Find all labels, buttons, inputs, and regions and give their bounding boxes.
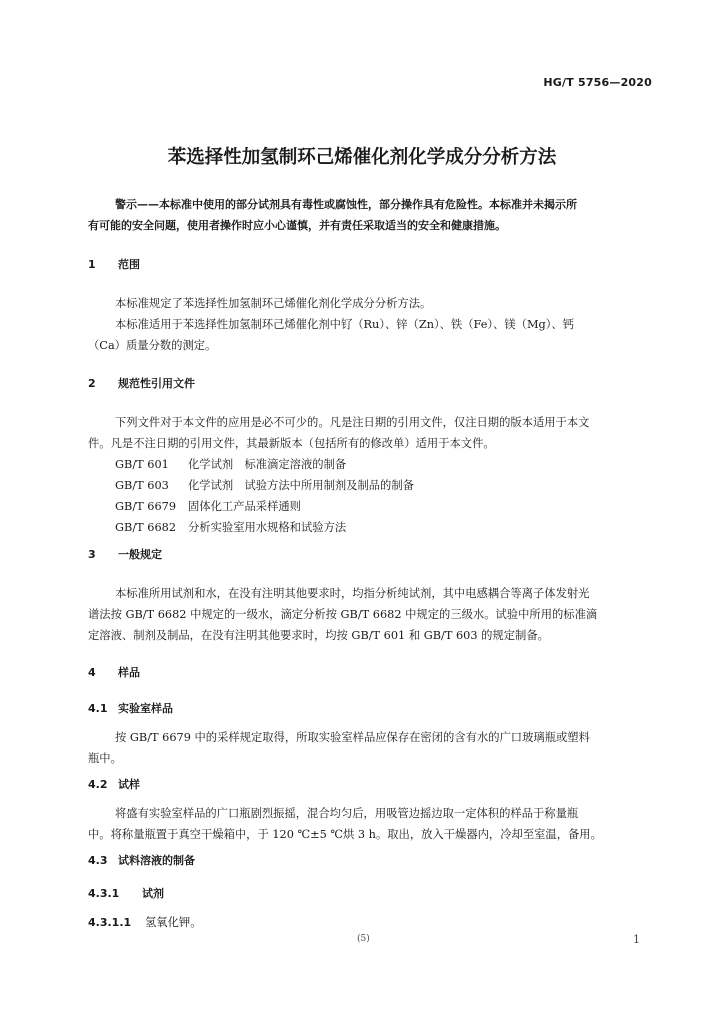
general-line-2: 谱法按 GB/T 6682 中规定的一级水，滴定分析按 GB/T 6682 中规定的三级水。试验中所用的标准滴 — [88, 608, 598, 621]
reference-item — [115, 475, 414, 496]
section-4-1-heading — [88, 700, 173, 716]
section-1-heading — [88, 256, 140, 272]
general-line-1: 本标准所用试剂和水，在没有注明其他要求时，均指分析纯试剂，其中电感耦合等离子体发射光 — [115, 587, 590, 600]
page-number: 1 — [633, 933, 640, 946]
reference-item — [115, 517, 346, 538]
section-4-2-heading — [88, 776, 140, 792]
lab-sample-line-1: 按 GB/T 6679 中的采样规定取得，所取实验室样品应保存在密闭的含有水的广口玻璃瓶或塑料 — [115, 731, 590, 744]
standard-code: HG/T 5756—2020 — [543, 76, 652, 89]
section-number: 4.3 — [88, 854, 108, 867]
reference-title: 化学试剂 标准滴定溶液的制备 — [188, 458, 347, 471]
print-mark: (5) — [357, 934, 370, 944]
normative-line-2: 件。凡是不注日期的引用文件，其最新版本（包括所有的修改单）适用于本文件。 — [88, 437, 495, 450]
warning-line-2: 有可能的安全问题，使用者操作时应小心谨慎，并有责任采取适当的安全和健康措施。 — [88, 219, 506, 232]
lab-sample-line-2: 瓶中。 — [88, 752, 122, 765]
section-number: 2 — [88, 377, 96, 390]
reference-item — [115, 454, 346, 475]
section-number: 4.3.1 — [88, 887, 120, 900]
test-sample-line-2: 中。将称量瓶置于真空干燥箱中，于 120 ℃±5 ℃烘 3 h。取出，放入干燥器内，冷却至室温，备用。 — [88, 828, 602, 841]
section-title: 试料溶液的制备 — [118, 854, 195, 867]
warning-line-1: 警示——本标准中使用的部分试剂具有毒性或腐蚀性，部分操作具有危险性。本标准并未揭示所 — [115, 198, 577, 211]
section-4-3-1-heading — [88, 885, 164, 901]
reference-title: 固体化工产品采样通则 — [188, 500, 301, 513]
section-title: 样品 — [118, 666, 140, 679]
document-title: 苯选择性加氢制环己烯催化剂化学成分分析方法 — [167, 147, 557, 168]
test-sample-line-1: 将盛有实验室样品的广口瓶剧烈振摇，混合均匀后，用吸管边摇边取一定体积的样品于称量瓶 — [115, 807, 579, 820]
section-number: 4.1 — [88, 702, 108, 715]
scope-line-1: 本标准规定了苯选择性加氢制环己烯催化剂化学成分分析方法。 — [115, 297, 432, 310]
normative-line-1: 下列文件对于本文件的应用是必不可少的。凡是注日期的引用文件，仅注日期的版本适用于本文 — [115, 416, 590, 429]
section-4-heading — [88, 664, 140, 680]
section-title: 范围 — [118, 258, 140, 271]
reference-code: GB/T 6682 — [115, 521, 177, 534]
section-number: 1 — [88, 258, 96, 271]
reference-title: 化学试剂 试验方法中所用制剂及制品的制备 — [188, 479, 414, 492]
reference-code: GB/T 6679 — [115, 500, 177, 513]
section-title: 实验室样品 — [118, 702, 173, 715]
reference-code: GB/T 603 — [115, 479, 169, 492]
section-title: 试剂 — [142, 887, 164, 900]
section-title: 试样 — [118, 778, 140, 791]
section-number: 3 — [88, 548, 96, 561]
reference-item — [115, 496, 301, 517]
scope-line-2: 本标准适用于苯选择性加氢制环己烯催化剂中钌（Ru）、锌（Zn）、铁（Fe）、镁（Mg）、钙 — [115, 318, 574, 331]
section-title: 一般规定 — [118, 548, 162, 561]
clause-text: 氢氧化钾。 — [145, 916, 202, 929]
clause-number: 4.3.1.1 — [88, 916, 132, 929]
general-line-3: 定溶液、制剂及制品，在没有注明其他要求时，均按 GB/T 601 和 GB/T 603 的规定制备。 — [88, 629, 549, 642]
reference-code: GB/T 601 — [115, 458, 169, 471]
scope-line-3: （Ca）质量分数的测定。 — [88, 339, 217, 352]
reference-title: 分析实验室用水规格和试验方法 — [188, 521, 347, 534]
section-number: 4.2 — [88, 778, 108, 791]
section-number: 4 — [88, 666, 96, 679]
section-2-heading — [88, 375, 195, 391]
clause-4-3-1-1 — [88, 912, 202, 933]
section-3-heading — [88, 546, 162, 562]
section-title: 规范性引用文件 — [118, 377, 195, 390]
section-4-3-heading — [88, 852, 195, 868]
